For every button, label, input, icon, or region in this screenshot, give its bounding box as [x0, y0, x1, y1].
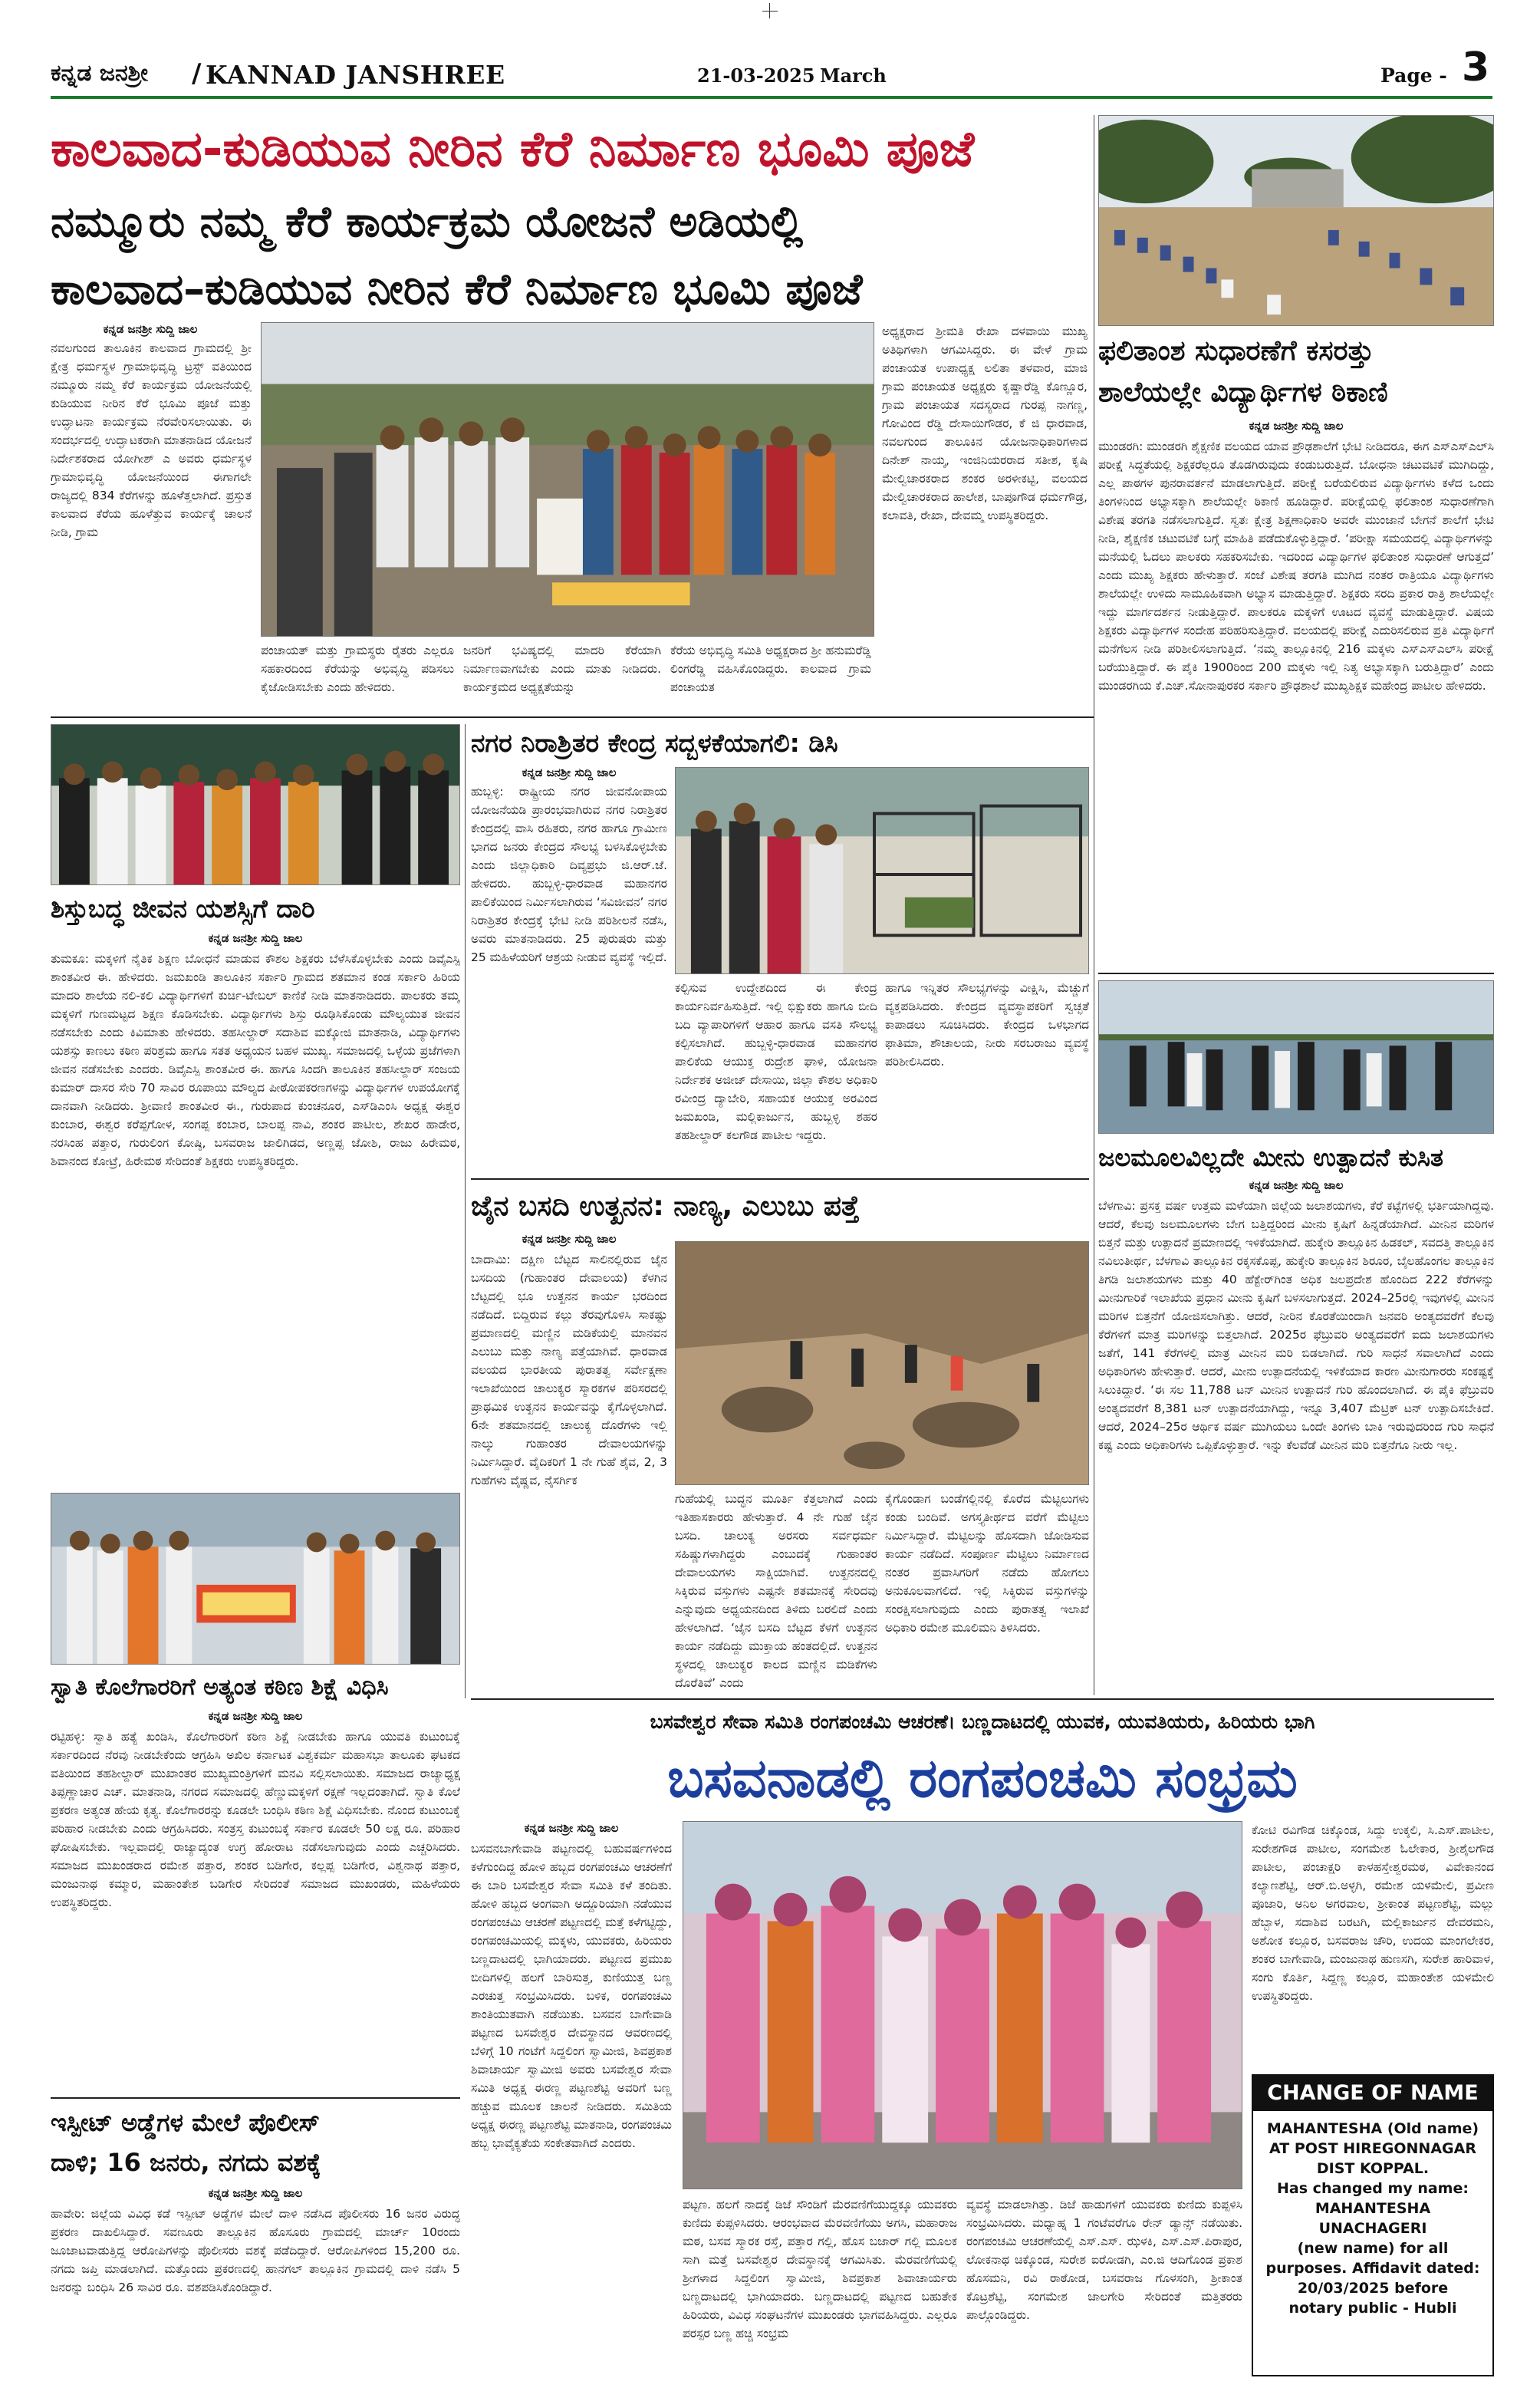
masthead-date: 21-03-2025 [697, 64, 815, 87]
masthead-separator: / [192, 58, 202, 89]
shelter-column-1: ಹುಬ್ಬಳ್ಳಿ: ರಾಷ್ಟ್ರೀಯ ನಗರ ಜೀವನೋಪಾಯ ಯೋಜನೆಯಡಿ ಪ್ರಾರಂಭವಾಗಿರುವ ನಗರ ನಿರಾಶ್ರಿತರ ಕೇಂದ್ರದಲ್ಲಿ ವಾಸಿ ರಹಿತರು, ನಗರ ಹಾಗೂ ಗ್ರಾಮೀಣ ಭಾಗದ ಜನರು ಕೇಂದ್ರದ ಸೌಲಭ್ಯ ಬಳಸಿಕೊಳ್ಳಬೇಕು ಎಂದು ಜಿಲ್ಲಾಧಿಕಾರಿ ದಿವ್ಯಪ್ರಭು ಜಿ.ಆರ್.ಜೆ. ಹೇಳಿದರು. ಹುಬ್ಬಳ್ಳಿ-ಧಾರವಾಡ ಮಹಾನಗರ ಪಾಲಿಕೆಯಿಂದ ನಿರ್ಮಿಸಲಾಗಿರುವ ‘ಸವಿಜೀವನ’ ನಗರ ನಿರಾಶ್ರಿತರ ಕೇಂದ್ರಕ್ಕೆ ಭೇಟಿ ನೀಡಿ ಪರಿಶೀಲನೆ ನಡೆಸಿ, ಅವರು ಮಾತನಾಡಿದರು. 25 ಪುರುಷರು ಮತ್ತು 25 ಮಹಿಳೆಯರಿಗೆ ಆಶ್ರಯ ನೀಡುವ ವ್ಯವಸ್ಥೆ ಇಲ್ಲಿದೆ. [471, 785, 667, 965]
results-byline: ಕನ್ನಡ ಜನಶ್ರೀ ಸುದ್ದಿ ಜಾಲ [1249, 419, 1344, 433]
basava-column-4: ಕೋಟಿ ರವಿಗೌಡ ಚಿಕ್ಕೊಂಡ, ಸಿದ್ದು ಉಕ್ಕಲಿ, ಸಿ.ಎಸ್.ಪಾಟೀಲ, ಸುರೇಶಗೌಡ ಪಾಟೀಲ, ಸಂಗಮೇಶ ಓಲೇಕಾರ, ಶ್ರೀಶೈಲಗೌಡ ಪಾಟೀಲ, ಪಂಚಾಕ್ಷರಿ ಕಾಳಹಸ್ತೇಶ್ವರಮಠ, ವಿವೇಕಾನಂದ ಕಲ್ಯಾಣಶೆಟ್ಟಿ, ಆರ್.ಬಿ.ಅಳ್ಳಗಿ, ರಮೇಶ ಯಳಮೇಲಿ, ಪ್ರವೀಣ ಪೂಜಾರಿ, ಅನಿಲ ಅಗರವಾಲ, ಶ್ರೀಕಾಂತ ಪಟ್ಟಣಶೆಟ್ಟಿ, ಮಲ್ಲು ಹೆಬ್ಬಾಳ, ಸದಾಶಿವ ಬರಟಗಿ, ಮಲ್ಲಿಕಾರ್ಜುನ ದೇವರಮನಿ, ಅಶೋಕ ಕಲ್ಲೂರ, ಬಸವರಾಜ ಚೌರಿ, ಉದಯ ಮಾಂಗಲೇಕರ, ಶಂಕರ ಬಾಗೇವಾಡಿ, ಮಂಜುನಾಥ ಹುಣಸಗಿ, ಸುರೇಶ ಹಾರಿವಾಳ, ಸಂಗು ಕೊರ್ತಿ, ಸಿದ್ದಣ್ಣ ಕಲ್ಲೂರ, ಮಹಾಂತೇಶ ಯಳಮೇಲಿ ಉಪಸ್ಥಿತರಿದ್ದರು. [1252, 1823, 1494, 2004]
notice-title: CHANGE OF NAME [1253, 2076, 1492, 2111]
change-of-name-notice [1252, 2074, 1494, 2376]
shelter-photo [675, 767, 1089, 974]
notice-new-name: MAHANTESHA UNACHAGERI [1315, 2200, 1431, 2237]
page-label: Page - [1380, 64, 1447, 87]
basava-photo [683, 1821, 1242, 2189]
page-number: 3 [1462, 44, 1490, 91]
jain-column-1: ಬಾದಾಮಿ: ದಕ್ಷಿಣ ಬೆಟ್ಟದ ಸಾಲಿನಲ್ಲಿರುವ ಜೈನ ಬಸದಿಯ (ಗುಹಾಂತರ ದೇವಾಲಯ) ಕೆಳಗಿನ ಬೆಟ್ಟದಲ್ಲಿ ಭೂ ಉತ್ಖನನ ಕಾರ್ಯ ಭರದಿಂದ ನಡೆದಿದೆ. ಬಿದ್ದಿರುವ ಕಲ್ಲು ತೆರವುಗೊಳಿಸಿ ಸಾಕಷ್ಟು ಪ್ರಮಾಣದಲ್ಲಿ ಮಣ್ಣಿನ ಮಡಿಕೆಯಲ್ಲಿ ಮಾನವನ ಎಲುಬು ಮತ್ತು ನಾಣ್ಯ ಪತ್ತೆಯಾಗಿವೆ. ಧಾರವಾಡ ವಲಯದ ಭಾರತೀಯ ಪುರಾತತ್ವ ಸರ್ವೇಕ್ಷಣಾ ಇಲಾಖೆಯಿಂದ ಚಾಲುಕ್ಯರ ಸ್ಮಾರಕಗಳ ಪರಿಸರದಲ್ಲಿ ಪ್ರಾಥಮಿಕ ಉತ್ಖನನ ಕಾರ್ಯವನ್ನು ಕೈಗೊಳ್ಳಲಾಗಿದೆ. 6ನೇ ಶತಮಾನದಲ್ಲಿ ಚಾಲುಕ್ಯ ದೊರೆಗಳು ಇಲ್ಲಿ ನಾಲ್ಕು ಗುಹಾಂತರ ದೇವಾಲಯಗಳನ್ನು ನಿರ್ಮಿಸಿದ್ದಾರೆ. ವೈದಿಕರಿಗೆ 1 ನೇ ಗುಹೆ ಶೈವ, 2, 3 ಗುಹೆಗಳು ವೈಷ್ಣವ, ನೈಸರ್ಗಿಕ [471, 1253, 667, 1488]
jain-column-3: ಕೈಗೊಂಡಾಗ ಬಂಡೆಗಲ್ಲಿನಲ್ಲಿ ಕೊರೆದ ಮೆಟ್ಟಿಲುಗಳು ಕಂಡು ಬಂದಿವೆ. ಅಗಸ್ತ್ಯತೀರ್ಥದ ವರೆಗೆ ಮೆಟ್ಟಿಲು ನಿರ್ಮಿಸಿದ್ದಾರೆ. ಮೆಟ್ಟಿಲನ್ನು ಹೊಸದಾಗಿ ಜೋಡಿಸುವ ಕಾರ್ಯ ನಡೆದಿದೆ. ಸಂಪೂರ್ಣ ಮೆಟ್ಟಿಲು ನಿರ್ಮಾಣದ ನಂತರ ಪ್ರವಾಸಿಗರಿಗೆ ನಡೆದು ಹೋಗಲು ಅನುಕೂಲವಾಗಲಿದೆ. ಇಲ್ಲಿ ಸಿಕ್ಕಿರುವ ವಸ್ತುಗಳನ್ನು ಸಂರಕ್ಷಿಸಲಾಗುವುದು ಎಂದು ಪುರಾತತ್ವ ಇಲಾಖೆ ಅಧಿಕಾರಿ ರಮೇಶ ಮೂಲಿಮನಿ ತಿಳಿಸಿದರು. [885, 1492, 1089, 1635]
notice-body-2: Has changed my name: [1277, 2180, 1469, 2197]
gambling-byline: ಕನ್ನಡ ಜನಶ್ರೀ ಸುದ್ದಿ ಜಾಲ [208, 2186, 303, 2200]
masthead-rule [51, 96, 1492, 99]
notice-body-1: MAHANTESHA (Old name) AT POST HIREGONNAGAR DIST KOPPAL. [1266, 2120, 1479, 2177]
registration-mark [762, 3, 778, 18]
masthead-title-english: KANNAD JANSHREE [206, 60, 505, 90]
lead-column-3: ಜನರಿಗೆ ಭವಿಷ್ಯದಲ್ಲಿ ಮಾದರಿ ಕೆರೆಯಾಗಿ ನಿರ್ಮಾಣವಾಗಬೇಕು ಎಂದು ಮಾತು ನೀಡಿದರು. ಕಾರ್ಯಕ್ರಮದ ಅಧ್ಯಕ್ಷತೆಯನ್ನು [463, 644, 661, 695]
section-rule-gambling [51, 2097, 460, 2099]
results-headline-2: ಶಾಲೆಯಲ್ಲೇ ವಿದ್ಯಾರ್ಥಿಗಳ ಠಿಕಾಣಿ [1098, 377, 1388, 408]
fish-body: ಬೆಳಗಾವಿ: ಪ್ರಸಕ್ತ ವರ್ಷ ಉತ್ತಮ ಮಳೆಯಾಗಿ ಜಿಲ್ಲೆಯ ಜಲಾಶಯಗಳು, ಕೆರೆ ಕಟ್ಟೆಗಳಲ್ಲಿ ಭರ್ತಿಯಾಗಿದ್ದವು. ಆದರೆ, ಕೆಲವು ಜಲಮೂಲಗಳು ಬೇಗ ಬತ್ತಿದ್ದರಿಂದ ಮೀನು ಕೃಷಿಗೆ ಹಿನ್ನಡೆಯಾಗಿದೆ. ಮೀನಿನ ಮರಿಗಳ ಬಿತ್ತನೆ ಮತ್ತು ಉತ್ಪಾದನೆ ಪ್ರಮಾಣದಲ್ಲಿ ಇಳಿಕೆಯಾಗಿದೆ. ಹುಕ್ಕೇರಿ ತಾಲ್ಲೂಕಿನ ಹಿಡಕಲ್, ಸವದತ್ತಿ ತಾಲ್ಲೂಕಿನ ನವಿಲುತೀರ್ಥ, ಬೆಳಗಾವಿ ತಾಲ್ಲೂಕಿನ ರಕ್ಕಸಕೊಪ್ಪ, ಹುಕ್ಕೇರಿ ತಾಲ್ಲೂಕಿನ ಶಿರೂರ, ಬೈಲಹೊಂಗಲ ತಾಲ್ಲೂಕಿನ ತಿಗಡಿ ಜಲಾಶಯಗಳು ಮತ್ತು 40 ಹೆಕ್ಟೇರ್‌ಗಿಂತ ಅಧಿಕ ಜಲಪ್ರದೇಶ ಹೊಂದಿದ 222 ಕೆರೆಗಳನ್ನು ಮೀನುಗಾರಿಕೆ ಇಲಾಖೆಯ ಪ್ರಧಾನ ಮೀನು ಕೃಷಿಗೆ ಬಳಸಲಾಗುತ್ತದೆ. 2024–25ರಲ್ಲಿ ಇವುಗಳಲ್ಲಿ ಮೀನಿನ ಮರಿಗಳ ಬಿತ್ತನೆಗೆ ಯೋಜಿಸಲಾಗಿತ್ತು. ಆದರೆ, ನೀರಿನ ಕೊರತೆಯಿಂದಾಗಿ ಜನವರಿ ಅಂತ್ಯದವರೆಗೆ ಕೆಲವು ಕೆರೆಗಳಿಗೆ ಮಾತ್ರ ಮರಿಗಳನ್ನು ಬಿತ್ತಲಾಗಿದೆ. 2025ರ ಫೆಬ್ರುವರಿ ಅಂತ್ಯದವರೆಗೆ ಐದು ಜಲಾಶಯಗಳು ಜತೆಗೆ, 141 ಕೆರೆಗಳಲ್ಲಿ ಮಾತ್ರ ಮೀನಿನ ಮರಿ ಬಿಡಲಾಗಿದೆ. ಗುರಿ ಸಾಧನೆ ಸವಾಲಾಗಿದೆ ಎಂದು ಅಧಿಕಾರಿಗಳು ಹೇಳುತ್ತಾರೆ. ಆದರೆ, ಮೀನು ಉತ್ಪಾದನೆಯಲ್ಲಿ ಇಳಿಕೆಯಾದ ಕಾರಣ ಮೀನುಗಾರರು ಸಂಕಷ್ಟಕ್ಕೆ ಸಿಲುಕಿದ್ದಾರೆ. ‘ಈ ಸಲ 11,788 ಟನ್ ಮೀನಿನ ಉತ್ಪಾದನೆ ಗುರಿ ಹೊಂದಲಾಗಿದೆ. ಈ ಪೈಕಿ ಫೆಬ್ರುವರಿ ಅಂತ್ಯದವರೆಗೆ 8,381 ಟನ್ ಉತ್ಪಾದನೆಯಾಗಿದ್ದು, ಇನ್ನೂ 3,407 ಮೆಟ್ರಿಕ್ ಟನ್ ಉತ್ಪಾದಿಸಬೇಕಿದೆ. ಆದರೆ, 2024–25ರ ಆರ್ಥಿಕ ವರ್ಷ ಮುಗಿಯಲು ಒಂದೇ ತಿಂಗಳು ಬಾಕಿ ಇರುವುದರಿಂದ ಗುರಿ ಸಾಧನೆ ಕಷ್ಟ ಎಂದು ಅಧಿಕಾರಿಗಳು ಒಪ್ಪಿಕೊಳ್ಳುತ್ತಾರೆ. ಇನ್ನು ಕೆಲವೆಡೆ ಮೀನಿನ ಮರಿ ಬಿತ್ತನೆಗೂ ನೀರು ಇಲ್ಲ. [1098, 1199, 1494, 1453]
lead-column-4: ಕೆರೆಯ ಅಭಿವೃದ್ಧಿ ಸಮಿತಿ ಅಧ್ಯಕ್ಷರಾದ ಶ್ರೀ ಹನುಮರೆಡ್ಡಿ ಲಿಂಗರೆಡ್ಡಿ ವಹಿಸಿಕೊಂಡಿದ್ದರು. ಕಾಲವಾದ ಗ್ರಾಮ ಪಂಚಾಯತ [670, 644, 871, 695]
swathi-body: ರಟ್ಟಿಹಳ್ಳಿ: ಸ್ವಾತಿ ಹತ್ಯೆ ಖಂಡಿಸಿ, ಕೊಲೆಗಾರರಿಗೆ ಕಠಿಣ ಶಿಕ್ಷೆ ನೀಡಬೇಕು ಹಾಗೂ ಯುವತಿ ಕುಟುಂಬಕ್ಕೆ ಸರ್ಕಾರದಿಂದ ನೆರವು ನೀಡಬೇಕೆಂದು ಆಗ್ರಹಿಸಿ ಅಖಿಲ ಕರ್ನಾಟಕ ವಿಶ್ವಕರ್ಮ ಮಹಾಸಭಾ ತಾಲೂಕು ಘಟಕದ ವತಿಯಿಂದ ತಹಶೀಲ್ದಾರ್ ಮುಖಾಂತರ ಮುಖ್ಯಮಂತ್ರಿಗಳಿಗೆ ಮನವಿ ಸಲ್ಲಿಸಲಾಯಿತು. ಸಮಾಜದ ರಾಜ್ಯಾಧ್ಯಕ್ಷ ತಿಪ್ಪಣ್ಣಾಚಾರ ಎಚ್. ಮಾತನಾಡಿ, ನಗರದ ಸಮಾಜದಲ್ಲಿ ಹೆಣ್ಣುಮಕ್ಕಳಿಗೆ ರಕ್ಷಣೆ ಇಲ್ಲದಂತಾಗಿದೆ. ಸ್ವಾತಿ ಕೊಲೆ ಪ್ರಕರಣ ಅತ್ಯಂತ ಹೇಯ ಕೃತ್ಯ. ಕೊಲೆಗಾರರನ್ನು ಕೂಡಲೇ ಬಂಧಿಸಿ ಕಠಿಣ ಶಿಕ್ಷೆ ವಿಧಿಸಬೇಕು. ನೊಂದ ಕುಟುಂಬಕ್ಕೆ ಪರಿಹಾರ ನೀಡಬೇಕು ಎಂದು ಆಗ್ರಹಿಸಿದರು. ಸಂತ್ರಸ್ತ ಕುಟುಂಬಕ್ಕೆ ಸರ್ಕಾರ ಕೂಡಲೇ 50 ಲಕ್ಷ ರೂ. ಪರಿಹಾರ ಘೋಷಿಸಬೇಕು. ಇಲ್ಲವಾದಲ್ಲಿ ರಾಜ್ಯಾದ್ಯಂತ ಉಗ್ರ ಹೋರಾಟ ನಡೆಸಲಾಗುವುದು ಎಂದು ಎಚ್ಚರಿಸಿದರು. ಸಮಾಜದ ಮುಖಂಡರಾದ ರಮೇಶ ಪತ್ತಾರ, ಶಂಕರ ಬಡಿಗೇರ, ಕಲ್ಲಪ್ಪ ಬಡಿಗೇರ, ವಿಶ್ವನಾಥ ಪತ್ತಾರ, ಮಂಜುನಾಥ ಕಮ್ಮಾರ, ಮಹಾಂತೇಶ ಬಡಿಗೇರ ಸೇರಿದಂತೆ ಸಮಾಜದ ಮುಖಂಡರು, ಮಹಿಳೆಯರು ಉಪಸ್ಥಿತರಿದ್ದರು. [51, 1730, 460, 1910]
swathi-byline: ಕನ್ನಡ ಜನಶ್ರೀ ಸುದ್ದಿ ಜಾಲ [208, 1709, 303, 1723]
section-rule-basava [471, 1698, 1494, 1700]
notice-body-4: notary public - Hubli [1288, 2300, 1457, 2317]
lead-column-5: ಅಧ್ಯಕ್ಷರಾದ ಶ್ರೀಮತಿ ರೇಖಾ ದಳವಾಯಿ ಮುಖ್ಯ ಅತಿಥಿಗಳಾಗಿ ಆಗಮಿಸಿದ್ದರು. ಈ ವೇಳೆ ಗ್ರಾಮ ಪಂಚಾಯತ ಉಪಾಧ್ಯಕ್ಷ ಲಲಿತಾ ತಳವಾರ, ಮಾಜಿ ಗ್ರಾಮ ಪಂಚಾಯತ ಅಧ್ಯಕ್ಷರು ಕೃಷ್ಣಾರೆಡ್ಡಿ ಕೊಣ್ಣೂರ, ಗ್ರಾಮ ಪಂಚಾಯತ ಸದಸ್ಯರಾದ ಗುರಪ್ಪ ನಾಗಣ್ಣ, ಗೋವಿಂದ ರೆಡ್ಡಿ ದೇಸಾಯಿಗೌಡರ, ಕೆ ಜಿ ಧಾರವಾಡ, ನವಲಗುಂದ ತಾಲೂಕಿನ ಯೋಜನಾಧಿಕಾರಿಗಳಾದ ದಿನೇಶ್ ನಾಯ್ಕ, ಇಂಜಿನಿಯರರಾದ ಸತೀಶ, ಕೃಷಿ ಮೇಲ್ವಿಚಾರಕರಾದ ಶಂಕರ ಅರಳೀಕಟ್ಟಿ, ವಲಯದ ಮೇಲ್ವಿಚಾರಕರಾದ ಹಾಲೇಶ, ಬಾಪೂಗೌಡ ಧರ್ಮಗೌಡ್ರ, ಕಲಾವತಿ, ರೇಖಾ, ದೇವಮ್ಮ ಉಪಸ್ಥಿತರಿದ್ದರು. [882, 324, 1088, 523]
column-rule-left [465, 724, 466, 1698]
shelter-column-2: ಕಲ್ಪಿಸುವ ಉದ್ದೇಶದಿಂದ ಈ ಕೇಂದ್ರ ಕಾರ್ಯನಿರ್ವಹಿಸುತ್ತಿದೆ. ಇಲ್ಲಿ ಭಿಕ್ಷುಕರು ಹಾಗೂ ಬೀದಿ ಬದಿ ವ್ಯಾಪಾರಿಗಳಿಗೆ ಆಹಾರ ಹಾಗೂ ವಸತಿ ಸೌಲಭ್ಯ ಕಲ್ಪಿಸಲಾಗಿದೆ. ಹುಬ್ಬಳ್ಳಿ-ಧಾರವಾಡ ಮಹಾನಗರ ಪಾಲಿಕೆಯ ಆಯುಕ್ತ ರುದ್ರೇಶ ಘಾಳಿ, ಯೋಜನಾ ನಿರ್ದೇಶಕ ಅಜೀಜ್ ದೇಸಾಯಿ, ಜಿಲ್ಲಾ ಕೌಶಲ ಅಧಿಕಾರಿ ರವೀಂದ್ರ ದ್ಯಾಬೇರಿ, ಸಹಾಯಕ ಆಯುಕ್ತ ಅರವಿಂದ ಜಮಖಂಡಿ, ಮಲ್ಲಿಕಾರ್ಜುನ, ಹುಬ್ಬಳ್ಳಿ ಶಹರ ತಹಶೀಲ್ದಾರ್ ಕಲಗೌಡ ಪಾಟೀಲ ಇದ್ದರು. [675, 981, 877, 1143]
shelter-byline: ಕನ್ನಡ ಜನಶ್ರೀ ಸುದ್ದಿ ಜಾಲ [522, 766, 617, 779]
section-rule-fish [1098, 973, 1494, 974]
gambling-headline-1: ಇಸ್ಪೀಟ್ ಅಡ್ಡೆಗಳ ಮೇಲೆ ಪೊಲೀಸ್ [51, 2108, 320, 2137]
lead-photo [261, 322, 874, 637]
basava-headline: ಬಸವನಾಡಲ್ಲಿ ರಂಗಪಂಚಮಿ ಸಂಭ್ರಮ [667, 1747, 1298, 1810]
masthead-title-kannada: ಕನ್ನಡ ಜನಶ್ರೀ [51, 60, 149, 87]
fish-photo [1098, 980, 1494, 1134]
section-rule-jain [471, 1178, 1089, 1180]
discipline-body: ತುಮಕೂ: ಮಕ್ಕಳಿಗೆ ನೈತಿಕ ಶಿಕ್ಷಣ ಬೋಧನೆ ಮಾಡುವ ಕೌಶಲ ಶಿಕ್ಷಕರು ಬೆಳೆಸಿಕೊಳ್ಳಬೇಕು ಎಂದು ಡಿವೈಎಸ್ಪಿ ಶಾಂತವೀರ ಈ. ಹೇಳಿದರು. ಜಮಖಂಡಿ ತಾಲೂಕಿನ ಸರ್ಕಾರಿ ಗ್ರಾಮದ ಶತಮಾನ ಕಂಡ ಸರ್ಕಾರಿ ಹಿರಿಯ ಮಾದರಿ ಶಾಲೆಯ ನಲಿ-ಕಲಿ ವಿದ್ಯಾರ್ಥಿಗಳಿಗೆ ಕುರ್ಚಿ-ಟೇಬಲ್ ಕಾಣಿಕೆ ನೀಡಿ ಮಾತನಾಡಿದರು. ಪಾಲಕರು ತಮ್ಮ ಮಕ್ಕಳಿಗೆ ಗುಣಮಟ್ಟದ ಶಿಕ್ಷಣ ಕೊಡಿಸಬೇಕು. ವಿದ್ಯಾರ್ಥಿಗಳು ಶಿಸ್ತು ರೂಢಿಸಿಕೊಂಡು ಮೌಲ್ಯಯುತ ಜೀವನ ನಡೆಸಬೇಕು ಎಂದು ಕಿವಿಮಾತು ಹೇಳಿದರು. ತಹಸೀಲ್ದಾರ್ ಸದಾಶಿವ ಮಕ್ಕೋಜಿ ಮಾತನಾಡಿ, ವಿದ್ಯಾರ್ಥಿಗಳು ಯಶಸ್ಸು ಕಾಣಲು ಕಠಿಣ ಪರಿಶ್ರಮ ಹಾಗೂ ಸತತ ಅಧ್ಯಯನ ಬಹಳ ಮುಖ್ಯ. ಸಮಾಜದಲ್ಲಿ ಒಳ್ಳೆಯ ಪ್ರಜೆಗಳಾಗಿ ಜೀವನ ನಡೆಸಬೇಕು ಎಂದರು. ಡಿವೈಎಸ್ಪಿ ಶಾಂತವೀರ ಈ. ಹಾಗೂ ಸಿಂದಗಿ ತಾಲೂಕಿನ ತಹಸೀಲ್ದಾರ್ ಸಂಜಯ ಕುಮಾರ್ ದಾಸರ ಸೇರಿ 70 ಸಾವಿರ ರೂಪಾಯಿ ಮೌಲ್ಯದ ಪೀಠೋಪಕರಣಗಳನ್ನು ವಿದ್ಯಾರ್ಥಿಗಳ ಉಪಯೋಗಕ್ಕೆ ದಾನವಾಗಿ ನೀಡಿದರು. ಶ್ರೀವಾಣಿ ಶಾಂತವೀರ ಈ., ಗುರುಪಾದ ಕುಂಚನೂರ, ಎಸ್‌ಡಿಎಂಸಿ ಅಧ್ಯಕ್ಷ ಈಶ್ವರ ಕುಂಬಾರ, ಈಶ್ವರ ಕರೆಪ್ಪಗೋಳ, ಸಂಗಪ್ಪ ಕಂಬಾರ, ಬಾಲಪ್ಪ ನಾವಿ, ಶಂಕರ ಪಾಟೀಲ, ಶೇಖರ ಹಾಡೇರ, ನರಸಿಂಹ ಪತ್ತಾರ, ಗುರುಲಿಂಗ ಕೋಷ್ಠಿ, ಬಸವರಾಜ ಜಾಲಿಗಿಡದ, ಅಣ್ಣಪ್ಪ ಜೋಶಿ, ರಾಜು ಹಿರೇಮಠ, ಶಿವಾನಂದ ಕೋಟ್ರೆ, ಹಿರೇಮಠ ಸೇರಿದಂತೆ ಶಿಕ್ಷಕರು ಉಪಸ್ಥಿತರಿದ್ದರು. [51, 952, 460, 1169]
basava-byline: ಕನ್ನಡ ಜನಶ್ರೀ ಸುದ್ದಿ ಜಾಲ [524, 1821, 619, 1835]
basava-column-1: ಬಸವನಬಾಗೇವಾಡಿ ಪಟ್ಟಣದಲ್ಲಿ ಬಹುವರ್ಷಗಳಿಂದ ಕಳೆಗುಂದಿದ್ದ ಹೋಳಿ ಹಬ್ಬದ ರಂಗಪಂಚಮಿ ಆಚರಣೆಗೆ ಈ ಬಾರಿ ಬಸವೇಶ್ವರ ಸೇವಾ ಸಮಿತಿ ಕಳೆ ತಂದಿತು. ಹೋಳಿ ಹಬ್ಬದ ಅಂಗವಾಗಿ ಅದ್ದೂರಿಯಾಗಿ ನಡೆಯುವ ರಂಗಪಂಚಮಿ ಆಚರಣೆ ಪಟ್ಟಣದಲ್ಲಿ ಮತ್ತೆ ಕಳೆಗಟ್ಟಿದ್ದು, ರಂಗಪಂಚಮಿಯಲ್ಲಿ ಮಕ್ಕಳು, ಯುವಕರು, ಹಿರಿಯರು ಬಣ್ಣದಾಟದಲ್ಲಿ ಭಾಗಿಯಾದರು. ಪಟ್ಟಣದ ಪ್ರಮುಖ ಬೀದಿಗಳಲ್ಲಿ ಹಲಗೆ ಬಾರಿಸುತ್ತ, ಕುಣಿಯುತ್ತ ಬಣ್ಣ ಎರಚುತ್ತ ಸಂಭ್ರಮಿಸಿದರು. ಬಳಿಕ, ರಂಗಪಂಚಮಿ ಶಾಂತಿಯುತವಾಗಿ ನಡೆಯಿತು. ಬಸವನ ಬಾಗೇವಾಡಿ ಪಟ್ಟಣದ ಬಸವೇಶ್ವರ ದೇವಸ್ಥಾನದ ಆವರಣದಲ್ಲಿ ಬೆಳಿಗ್ಗೆ 10 ಗಂಟೆಗೆ ಸಿದ್ದಲಿಂಗ ಸ್ವಾಮೀಜಿ, ಶಿವಪ್ರಕಾಶ ಶಿವಾಚಾರ್ಯ ಸ್ವಾಮೀಜಿ ಅವರು ಬಸವೇಶ್ವರ ಸೇವಾ ಸಮಿತಿ ಅಧ್ಯಕ್ಷ ಈರಣ್ಣ ಪಟ್ಟಣಶೆಟ್ಟಿ ಅವರಿಗೆ ಬಣ್ಣ ಹಚ್ಚುವ ಮೂಲಕ ಚಾಲನೆ ನೀಡಿದರು. ಸಮಿತಿಯ ಅಧ್ಯಕ್ಷ ಈರಣ್ಣ ಪಟ್ಟಣಶೆಟ್ಟಿ ಮಾತನಾಡಿ, ರಂಗಪಂಚಮಿ ಹಬ್ಬ ಭಾವೈಕ್ಯತೆಯ ಸಂಕೇತವಾಗಿದೆ ಎಂದರು. [471, 1842, 672, 2151]
fish-byline: ಕನ್ನಡ ಜನಶ್ರೀ ಸುದ್ದಿ ಜಾಲ [1249, 1178, 1344, 1192]
lead-headline-1: ನಮ್ಮೂರು ನಮ್ಮ ಕೆರೆ ಕಾರ್ಯಕ್ರಮ ಯೋಜನೆ ಅಡಿಯಲ್ಲಿ [51, 197, 804, 247]
discipline-headline: ಶಿಸ್ತುಬದ್ಧ ಜೀವನ ಯಶಸ್ಸಿಗೆ ದಾರಿ [51, 894, 315, 924]
discipline-photo [51, 724, 460, 885]
gambling-headline-2: ದಾಳಿ; 16 ಜನರು, ನಗದು ವಶಕ್ಕೆ [51, 2148, 321, 2177]
basava-column-2: ಪಟ್ಟಣ. ಹಲಗೆ ನಾದಕ್ಕೆ ಡಿಜೆ ಸೌಂಡಿಗೆ ಮೆರವಣಿಗೆಯುದ್ದಕ್ಕೂ ಯುವಕರು ಕುಣಿದು ಕುಪ್ಪಳಿಸಿದರು. ಆರಂಭವಾದ ಮೆರವಣಿಗೆಯು ಅಗಸಿ, ಮಹಾರಾಜ ಮಠ, ಬಸವ ಸ್ಮಾರಕ ರಸ್ತೆ, ಪತ್ತಾರ ಗಲ್ಲಿ, ಹೊಸ ಬಜಾರ್ ಗಲ್ಲಿ ಮೂಲಕ ಸಾಗಿ ಮತ್ತೆ ಬಸವೇಶ್ವರ ದೇವಸ್ಥಾನಕ್ಕೆ ಆಗಮಿಸಿತು. ಮೆರವಣಿಗೆಯಲ್ಲಿ ಶ್ರೀಗಳಾದ ಸಿದ್ದಲಿಂಗ ಸ್ವಾಮೀಜಿ, ಶಿವಪ್ರಕಾಶ ಶಿವಾಚಾರ್ಯರು ಬಣ್ಣದಾಟದಲ್ಲಿ ಭಾಗಿಯಾದರು. ಬಣ್ಣದಾಟದಲ್ಲಿ ಪಟ್ಟಣದ ಬಹುತೇಕ ಹಿರಿಯರು, ವಿವಿಧ ಸಂಘಟನೆಗಳ ಮುಖಂಡರು ಭಾಗವಹಿಸಿದ್ದರು. ಎಲ್ಲರೂ ಪರಸ್ಪರ ಬಣ್ಣ ಹಚ್ಚಿ ಸಂಭ್ರಮ [683, 2198, 957, 2341]
lead-column-2: ಪಂಚಾಯತ್ ಮತ್ತು ಗ್ರಾಮಸ್ಥರು ರೈತರು ಎಲ್ಲರೂ ಸಹಕಾರದಿಂದ ಕೆರೆಯನ್ನು ಅಭಿವೃದ್ಧಿ ಪಡಿಸಲು ಕೈಜೋಡಿಸಬೇಕು ಎಂದು ಹೇಳಿದರು. [261, 644, 454, 695]
section-rule-1 [51, 716, 1094, 718]
notice-date-line: 20/03/2025 before [1297, 2280, 1449, 2297]
swathi-headline: ಸ್ವಾತಿ ಕೊಲೆಗಾರರಿಗೆ ಅತ್ಯಂತ ಕಠಿಣ ಶಿಕ್ಷೆ ವಿಧಿಸಿ [51, 1674, 389, 1701]
results-headline-1: ಫಲಿತಾಂಶ ಸುಧಾರಣೆಗೆ ಕಸರತ್ತು [1098, 335, 1374, 367]
discipline-byline: ಕನ್ನಡ ಜನಶ್ರೀ ಸುದ್ದಿ ಜಾಲ [208, 931, 303, 945]
shelter-column-3: ಹಾಗೂ ಇನ್ನಿತರ ಸೌಲಭ್ಯಗಳನ್ನು ವೀಕ್ಷಿಸಿ, ಮೆಚ್ಚುಗೆ ವ್ಯಕ್ತಪಡಿಸಿದರು. ಕೇಂದ್ರದ ವ್ಯವಸ್ಥಾಪಕರಿಗೆ ಸ್ವಚ್ಛತೆ ಕಾಪಾಡಲು ಸೂಚಿಸಿದರು. ಕೇಂದ್ರದ ಒಳಭಾಗದ ಫಾತಿಮಾ, ಶೌಚಾಲಯ, ನೀರು ಸರಬರಾಜು ವ್ಯವಸ್ಥೆ ಪರಿಶೀಲಿಸಿದರು. [885, 981, 1089, 1069]
jain-photo [675, 1241, 1089, 1485]
basava-column-3: ವ್ಯವಸ್ಥೆ ಮಾಡಲಾಗಿತ್ತು. ಡಿಜೆ ಹಾಡುಗಳಿಗೆ ಯುವಕರು ಕುಣಿದು ಕುಪ್ಪಳಿಸಿ ಸಂಭ್ರಮಿಸಿದರು. ಮಧ್ಯಾಹ್ನ 1 ಗಂಟೆವರೆಗೂ ರೇನ್ ಡ್ಯಾನ್ಸ್ ನಡೆಯಿತು. ರಂಗಪಂಚಮಿ ಆಚರಣೆಯಲ್ಲಿ ಎಸ್.ಎಸ್. ಝಳಕಿ, ಎಸ್.ಎಸ್.ಪಿರಾಪುರ, ಲೋಕನಾಥ ಚಿಕ್ಕೊಂಡ, ಸುರೇಶ ಐರೋಡಗಿ, ಎಂ.ಜಿ ಆದಿಗೊಂಡ ಪ್ರಕಾಶ ಹೊಸಮನಿ, ರವಿ ರಾಠೋಡ, ಬಸವರಾಜ ಗೊಳಸಂಗಿ, ಶ್ರೀಕಾಂತ ಕೊಟ್ರಶೆಟ್ಟಿ, ಸಂಗಮೇಶ ಜಾಲಗೇರಿ ಸೇರಿದಂತೆ ಮತ್ತಿತರರು ಪಾಲ್ಗೊಂಡಿದ್ದರು. [966, 2198, 1242, 2323]
swathi-photo [51, 1493, 460, 1665]
shelter-headline: ನಗರ ನಿರಾಶ್ರಿತರ ಕೇಂದ್ರ ಸದ್ಬಳಕೆಯಾಗಲಿ: ಡಿಸಿ [471, 728, 838, 758]
masthead [51, 44, 1492, 92]
lead-column-1: ನವಲಗುಂದ ತಾಲೂಕಿನ ಕಾಲವಾದ ಗ್ರಾಮದಲ್ಲಿ ಶ್ರೀ ಕ್ಷೇತ್ರ ಧರ್ಮಸ್ಥಳ ಗ್ರಾಮಾಭಿವೃದ್ಧಿ ಟ್ರಸ್ಟ್ ವತಿಯಿಂದ ನಮ್ಮೂರು ನಮ್ಮ ಕೆರೆ ಕಾರ್ಯಕ್ರಮ ಯೋಜನೆಯಲ್ಲಿ ಕುಡಿಯುವ ನೀರಿನ ಕೆರೆ ಭೂಮಿ ಪೂಜೆ ಮತ್ತು ಉದ್ಘಾಟನಾ ಕಾರ್ಯಕ್ರಮ ನೆರವೇರಿಸಲಾಯಿತು. ಈ ಸಂದರ್ಭದಲ್ಲಿ ಉದ್ಘಾಟಕರಾಗಿ ಮಾತನಾಡಿದ ಯೋಜನೆ ನಿರ್ದೇಶಕರಾದ ಯೋಗೀಶ್ ಎ ಅವರು ಧರ್ಮಸ್ಥಳ ಗ್ರಾಮಾಭಿವೃದ್ಧಿ ಯೋಜನೆಯಿಂದ ಈಗಾಗಲೇ ರಾಜ್ಯದಲ್ಲಿ 834 ಕೆರೆಗಳನ್ನು ಹೂಳೆತ್ತಲಾಗಿದೆ. ಪ್ರಸ್ತುತ ಕಾಲವಾದ ಕೆರೆಯ ಹೂಳೆತ್ತುವ ಕಾರ್ಯಕ್ಕೆ ಚಾಲನೆ ನೀಡಿ, ಗ್ರಾಮ [51, 341, 252, 540]
jain-byline: ಕನ್ನಡ ಜನಶ್ರೀ ಸುದ್ದಿ ಜಾಲ [522, 1232, 617, 1246]
basava-kicker: ಬಸವೇಶ್ವರ ಸೇವಾ ಸಮಿತಿ ರಂಗಪಂಚಮಿ ಆಚರಣೆ। ಬಣ್ಣದಾಟದಲ್ಲಿ ಯುವಕ, ಯುವತಿಯರು, ಹಿರಿಯರು ಭಾಗಿ [650, 1711, 1315, 1733]
lead-banner: ಕಾಲವಾದ-ಕುಡಿಯುವ ನೀರಿನ ಕೆರೆ ನಿರ್ಮಾಣ ಭೂಮಿ ಪೂಜೆ [51, 121, 975, 178]
lead-byline: ಕನ್ನಡ ಜನಶ್ರೀ ಸುದ್ದಿ ಜಾಲ [103, 322, 198, 336]
masthead-month: March [820, 64, 887, 87]
exam-photo [1098, 115, 1494, 326]
fish-headline: ಜಲಮೂಲವಿಲ್ಲದೇ ಮೀನು ಉತ್ಪಾದನೆ ಕುಸಿತ [1098, 1143, 1443, 1172]
jain-column-2: ಗುಹೆಯಲ್ಲಿ ಬುದ್ಧನ ಮೂರ್ತಿ ಕೆತ್ತಲಾಗಿದೆ ಎಂದು ಇತಿಹಾಸಕಾರರು ಹೇಳುತ್ತಾರೆ. 4 ನೇ ಗುಹೆ ಜೈನ ಬಸದಿ. ಚಾಲುಕ್ಯ ಅರಸರು ಸರ್ವಧರ್ಮ ಸಹಿಷ್ಣುಗಳಾಗಿದ್ದರು ಎಂಬುದಕ್ಕೆ ಗುಹಾಂತರ ದೇವಾಲಯಗಳು ಸಾಕ್ಷಿಯಾಗಿವೆ. ಉತ್ಖನನದಲ್ಲಿ ಸಿಕ್ಕಿರುವ ವಸ್ತುಗಳು ಎಷ್ಟನೇ ಶತಮಾನಕ್ಕೆ ಸೇರಿದವು ಎನ್ನುವುದು ಅಧ್ಯಯನದಿಂದ ತಿಳಿದು ಬರಲಿದೆ ಎಂದು ಹೇಳಲಾಗಿದೆ. ‘ಜೈನ ಬಸದಿ ಬೆಟ್ಟದ ಕೆಳಗೆ ಉತ್ಖನನ ಕಾರ್ಯ ನಡೆದಿದ್ದು ಮುಕ್ತಾಯ ಹಂತದಲ್ಲಿದೆ. ಉತ್ಖನನ ಸ್ಥಳದಲ್ಲಿ ಚಾಲುಕ್ಯರ ಕಾಲದ ಮಣ್ಣಿನ ಮಡಿಕೆಗಳು ದೊರೆತಿವೆ’ ಎಂದು [675, 1492, 877, 1691]
lead-headline-2: ಕಾಲವಾದ–ಕುಡಿಯುವ ನೀರಿನ ಕೆರೆ ನಿರ್ಮಾಣ ಭೂಮಿ ಪೂಜೆ [51, 265, 863, 315]
results-body: ಮುಂಡರಗಿ: ಮುಂಡರಗಿ ಶೈಕ್ಷಣಿಕ ವಲಯದ ಯಾವ ಪ್ರೌಢಶಾಲೆಗೆ ಭೇಟಿ ನೀಡಿದರೂ, ಈಗ ಎಸ್‌ಎಸ್‌ಎಲ್‌ಸಿ ಪರೀಕ್ಷೆ ಸಿದ್ಧತೆಯಲ್ಲಿ ಶಿಕ್ಷಕರೆಲ್ಲರೂ ತೊಡಗಿರುವುದು ಕಂಡುಬರುತ್ತಿದೆ. ಬೋಧನಾ ಚಟುವಟಿಕೆ ಮುಗಿದಿದ್ದು, ಎಲ್ಲ ಪಾಠಗಳ ಪುನರಾವರ್ತನೆ ಮಾಡಲಾಗುತ್ತಿದೆ. ಪರೀಕ್ಷೆ ಬರೆಯಲಿರುವ ವಿದ್ಯಾರ್ಥಿಗಳು ಕಳೆದ ಒಂದು ತಿಂಗಳಿನಿಂದ ಅಭ್ಯಾಸಕ್ಕಾಗಿ ಶಾಲೆಯಲ್ಲೇ ಠಿಕಾಣಿ ಹೂಡಿದ್ದಾರೆ. ಪರೀಕ್ಷೆಯಲ್ಲಿ ಫಲಿತಾಂಶ ಸುಧಾರಣೆಗಾಗಿ ವಿಶೇಷ ತರಗತಿ ನಡೆಸಲಾಗುತ್ತಿದೆ. ಸ್ವತಃ ಕ್ಷೇತ್ರ ಶಿಕ್ಷಣಾಧಿಕಾರಿ ಅವರೇ ಮುಂಜಾನೆ ಬೇಗನೆ ಶಾಲೆಗೆ ಭೇಟಿ ನೀಡಿ, ಶೈಕ್ಷಣಿಕ ಚಟುವಟಿಕೆ ಬಗ್ಗೆ ಮಾಹಿತಿ ಪಡೆದುಕೊಳ್ಳುತ್ತಿದ್ದಾರೆ. ‘ಪರೀಕ್ಷಾ ಸಮಯದಲ್ಲಿ ವಿದ್ಯಾರ್ಥಿಗಳನ್ನು ಮನೆಯಲ್ಲಿ ಓದಲು ಪಾಲಕರು ಸಹಕರಿಸಬೇಕು. ಇದರಿಂದ ವಿದ್ಯಾರ್ಥಿಗಳ ಫಲಿತಾಂಶ ಸುಧಾರಣೆ ಆಗುತ್ತದೆ’ ಎಂದು ಮುಖ್ಯ ಶಿಕ್ಷಕರು ಹೇಳುತ್ತಾರೆ. ಸಂಜೆ ವಿಶೇಷ ತರಗತಿ ಮುಗಿದ ನಂತರ ರಾತ್ರಿಯೂ ವಿದ್ಯಾರ್ಥಿಗಳು ಶಾಲೆಯಲ್ಲೇ ಉಳಿದು ಸಾಮೂಹಿಕವಾಗಿ ಅಭ್ಯಾಸ ಮಾಡುತ್ತಿದ್ದಾರೆ. ಶಿಕ್ಷಕರು ಸರದಿ ಪ್ರಕಾರ ರಾತ್ರಿ ಶಾಲೆಯಲ್ಲೇ ಇದ್ದು ಮಾರ್ಗದರ್ಶನ ನೀಡುತ್ತಿದ್ದಾರೆ. ಪಾಲಕರೂ ಮಕ್ಕಳಿಗೆ ಊಟದ ವ್ಯವಸ್ಥೆ ಮಾಡುತ್ತಿದ್ದಾರೆ. ವಿಷಯ ಶಿಕ್ಷಕರು ವಿದ್ಯಾರ್ಥಿಗಳ ಸಂದೇಹ ಪರಿಹರಿಸುತ್ತಿದ್ದಾರೆ. ವಲಯದಲ್ಲಿ ಪರೀಕ್ಷೆ ಎದುರಿಸಲಿರುವ ಪ್ರತಿ ವಿದ್ಯಾರ್ಥಿಗೆ ಮನೆಗೆಲಸ ನೀಡಿ ಪರಿಶೀಲಿಸಲಾಗುತ್ತಿದೆ. ‘ನಮ್ಮ ತಾಲ್ಲೂಕಿನಲ್ಲಿ 216 ಮಕ್ಕಳು ಎಸ್‌ಎಸ್‌ಎಲ್‌ಸಿ ಪರೀಕ್ಷೆ ಬರೆಯುತ್ತಿದ್ದಾರೆ. ಈ ಪೈಕಿ 1900ರಿಂದ 200 ಮಕ್ಕಳು ಇಲ್ಲಿ ನಿತ್ಯ ಅಭ್ಯಾಸಕ್ಕಾಗಿ ಬರುತ್ತಿದ್ದಾರೆ’ ಎಂದು ಮುಂಡರಗಿಯ ಕೆ.ಎಚ್.ಸೋನಾಪುರಕರ ಸರ್ಕಾರಿ ಪ್ರೌಢಶಾಲೆ ಮುಖ್ಯಶಿಕ್ಷಕ ಮಹೇಂದ್ರ ಪಾಟೀಲ ಹೇಳಿದರು. [1098, 440, 1494, 693]
gambling-body: ಹಾವೇರಿ: ಜಿಲ್ಲೆಯ ವಿವಿಧ ಕಡೆ ಇಸ್ಪೀಟ್ ಅಡ್ಡೆಗಳ ಮೇಲೆ ದಾಳಿ ನಡೆಸಿದ ಪೊಲೀಸರು 16 ಜನರ ವಿರುದ್ಧ ಪ್ರಕರಣ ದಾಖಲಿಸಿದ್ದಾರೆ. ಸವಣೂರು ತಾಲ್ಲೂಕಿನ ಹೊಸೂರು ಗ್ರಾಮದಲ್ಲಿ ಮಾರ್ಚ್ 10ರಂದು ಜೂಜಾಟವಾಡುತ್ತಿದ್ದ ಆರೋಪಿಗಳನ್ನು ಪೊಲೀಸರು ವಶಕ್ಕೆ ಪಡೆದಿದ್ದಾರೆ. ಆರೋಪಿಗಳಿಂದ 15,200 ರೂ. ನಗದು ಜಪ್ತಿ ಮಾಡಲಾಗಿದೆ. ಮತ್ತೊಂದು ಪ್ರಕರಣದಲ್ಲಿ ಹಾನಗಲ್ ತಾಲ್ಲೂಕಿನ ಗ್ರಾಮದಲ್ಲಿ ದಾಳಿ ನಡೆಸಿ 5 ಜನರನ್ನು ಬಂಧಿಸಿ 26 ಸಾವಿರ ರೂ. ವಶಪಡಿಸಿಕೊಂಡಿದ್ದಾರೆ. [51, 2207, 460, 2295]
notice-body-3: (new name) for all purposes. Affidavit dated: [1265, 2240, 1480, 2277]
jain-headline: ಜೈನ ಬಸದಿ ಉತ್ಖನನ: ನಾಣ್ಯ, ಎಲುಬು ಪತ್ತೆ [471, 1191, 860, 1222]
